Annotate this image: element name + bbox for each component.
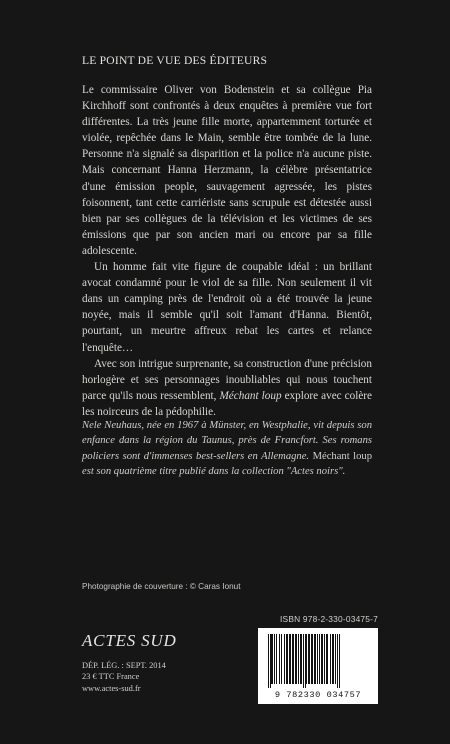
barcode [258,628,378,704]
barcode-bar [271,634,273,684]
barcode-guard-bar [268,634,269,688]
barcode-bar [300,634,302,684]
bio-book-title: Méchant loup [312,450,373,462]
author-bio-paragraph [82,418,372,480]
barcode-bar [324,634,325,684]
author-bio-end: est son quatrième titre publié dans la collection "Actes noirs". [82,466,346,478]
barcode-bar [330,634,331,684]
barcode-bar [332,634,334,684]
barcode-guard-bar [339,634,340,688]
publisher-logo: ACTES SUD [82,631,177,650]
barcode-guard-bar [270,634,271,688]
synopsis-p3-end: explore avec colère les noirceurs de la pédophilie. [82,389,372,418]
photo-credit: Photographie de couverture : © Caras Ionut [82,582,241,591]
synopsis-p3-start: Avec son intrigue surprenante, sa construction d'une précision horlogère et ses personnages inoubliables qui nous touchent parce qu'ils nous ressemblent, [82,357,372,402]
legal-deposit: DÉP. LÉG. : SEPT. 2014 [82,661,166,670]
barcode-bar [319,634,320,684]
isbn-label: ISBN 978-2-330-03475-7 [280,614,378,624]
price: 23 € TTC France [82,672,140,682]
barcode-guard-bar [303,634,304,688]
publisher-website: www.actes-sud.fr [82,683,141,693]
section-heading: LE POINT DE VUE DES ÉDITEURS [82,54,268,67]
barcode-bar [295,634,297,684]
barcode-bar [335,634,336,684]
author-bio [82,418,372,480]
barcode-bar [306,634,307,684]
barcode-bar [286,634,288,684]
synopsis-paragraph-2: Un homme fait vite figure de coupable idéal : un brillant avocat condamné pour le viol de sa fille. Non seulement il vit dans un camping près de l'endroit où a été trouvée la jeune noyée, mais il semble qu'il soit l'amant d'Hanna. Bientôt, pourtant, un meurtre affreux rebat les cartes et relance l'enquête… [82,261,372,354]
barcode-bar [292,634,294,684]
barcode-bar [284,634,285,684]
barcode-bar [314,634,316,684]
barcode-bar [281,634,282,684]
imprint-info [82,660,166,694]
barcode-bar [317,634,318,684]
barcode-bar [326,634,328,684]
barcode-bar [308,634,310,684]
synopsis-text [82,82,372,420]
synopsis-paragraph-1: Le commissaire Oliver von Bodenstein et sa collègue Pia Kirchhoff sont confrontés à deux enquêtes à première vue fort différentes. La très jeune fille morte, appartemment torturée et violée, repêchée dans le Main, semble être tombée de la lune. Personne n'a signalé sa disparition et la police n'a aucune piste. Mais concernant Hanna Herzmann, la célèbre présentatrice d'une émission people, sauvagement agressée, les pistes foisonnent, tant cette carriériste sans scrupule est détestée aussi bien par ses collègues de la télévision et les victimes de ses émissions que par son ancien mari ou encore par sa fille adolescente. [82,84,372,257]
barcode-bars-icon [258,628,378,690]
barcode-bar [289,634,291,684]
barcode-digits: 9 782330 034757 [274,690,362,700]
barcode-bar [298,634,299,684]
barcode-bar [311,634,313,684]
author-bio-start: Nele Neuhaus, née en 1967 à Münster, en Westphalie, vit depuis son enfance dans la région du Taunus, près de Francfort. Ses romans policiers sont d'immenses best-sellers en Allemagne. [82,420,372,462]
barcode-guard-bar [337,634,338,688]
barcode-guard-bar [305,634,306,688]
book-title-italic: Méchant loup [219,389,282,402]
synopsis-paragraph-3 [82,356,372,420]
barcode-bar [276,634,277,684]
barcode-bar [274,634,275,684]
barcode-bar [279,634,280,684]
barcode-bar [321,634,323,684]
